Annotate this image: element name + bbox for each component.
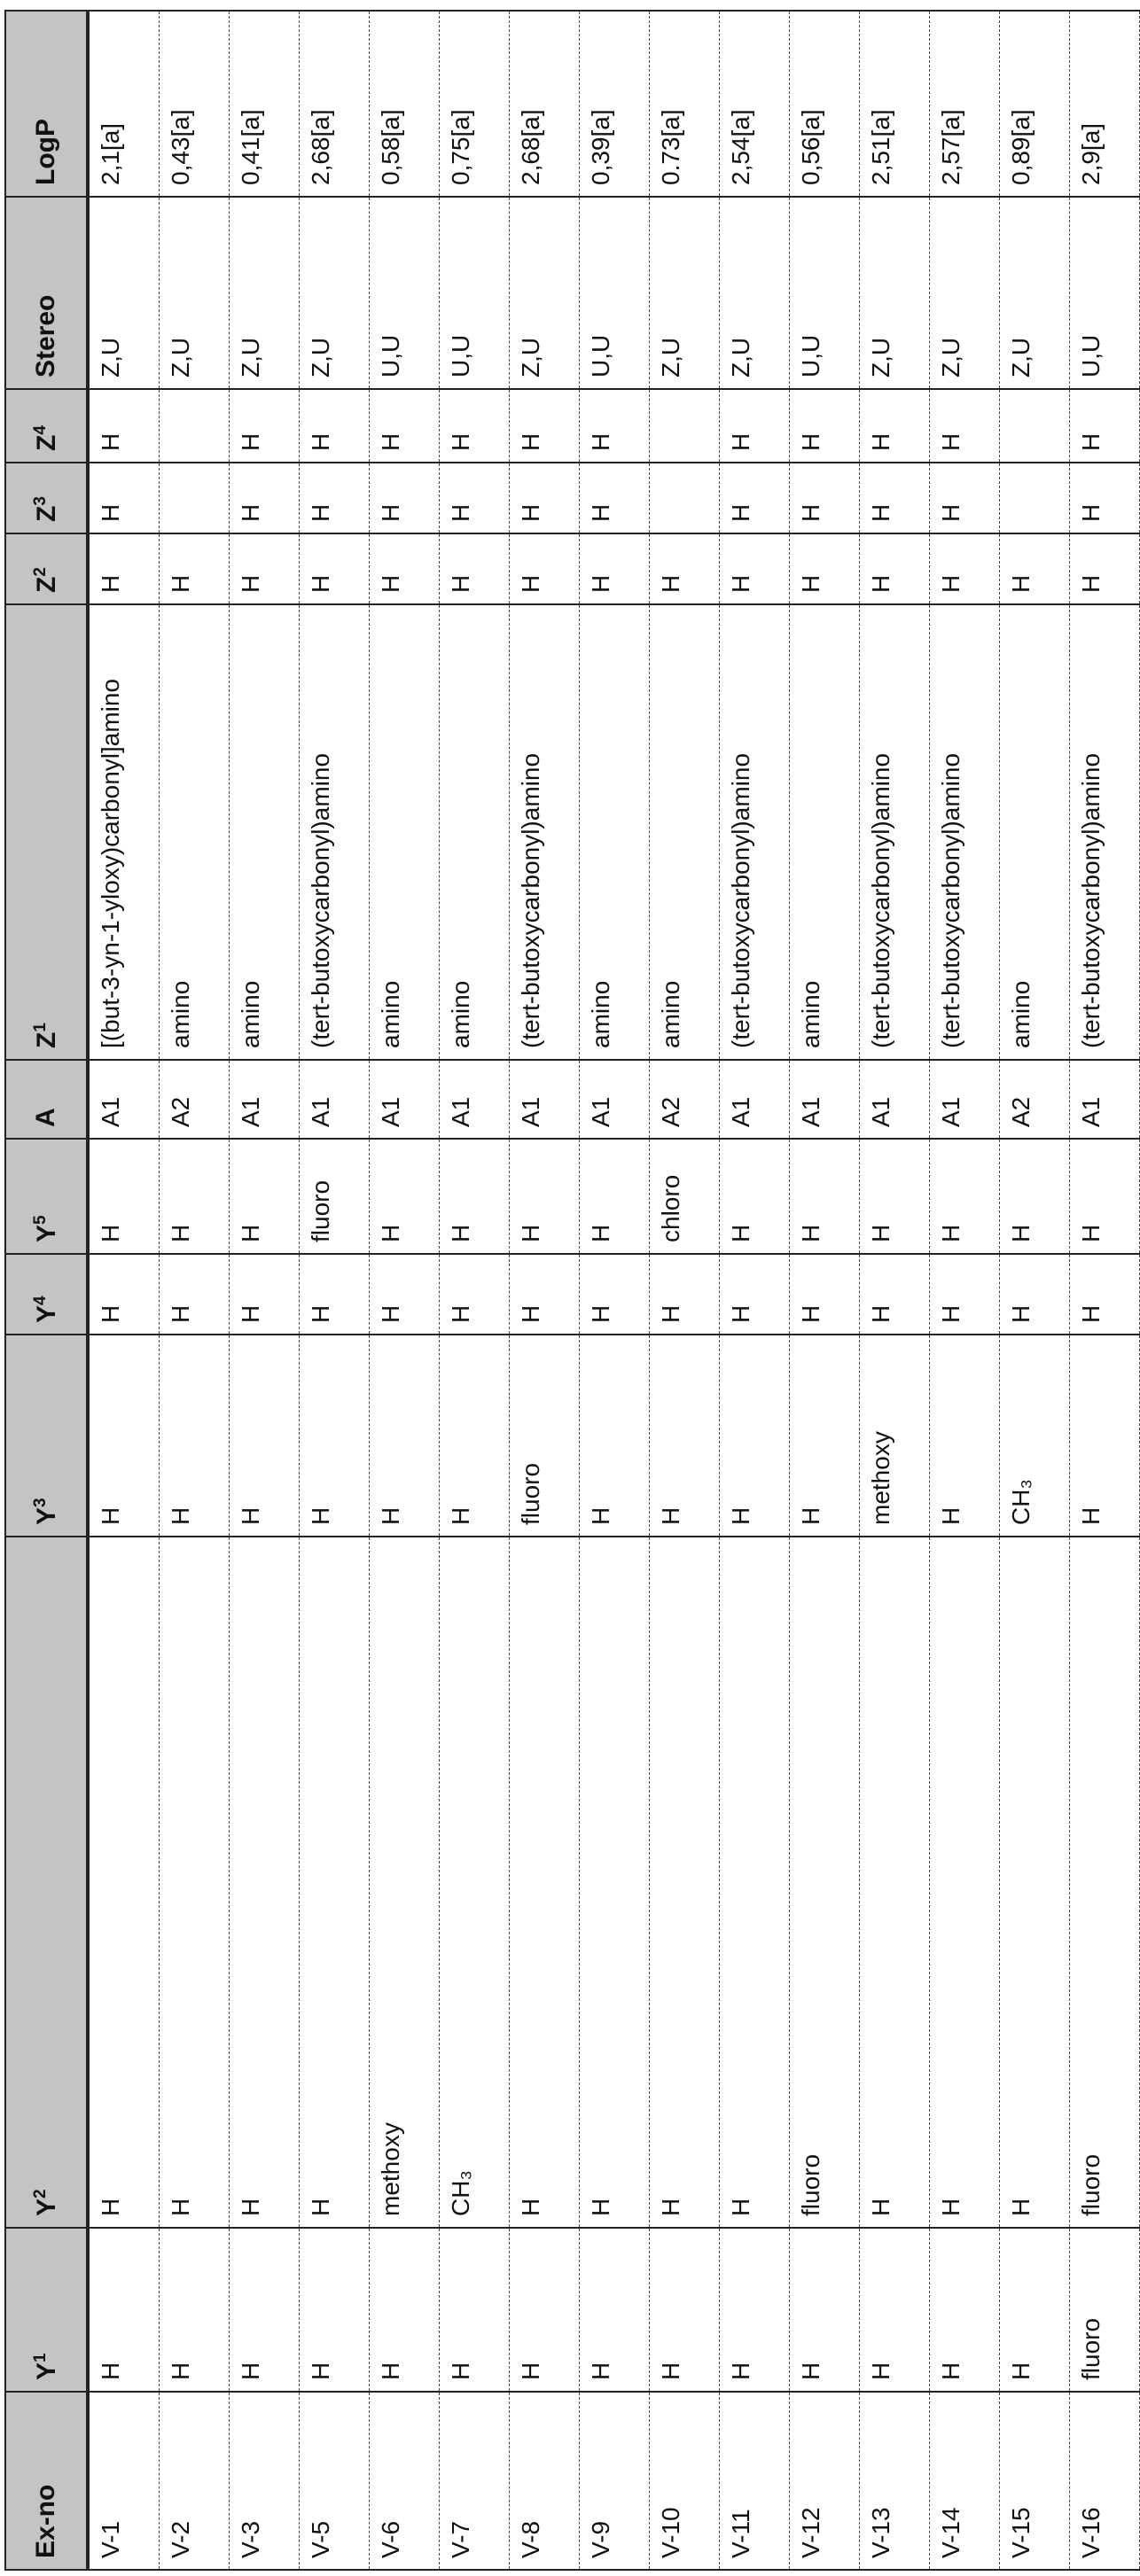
cell-y3: H bbox=[790, 1335, 860, 1537]
cell-stereo: Z,U bbox=[860, 197, 930, 389]
cell-z4: H bbox=[300, 389, 370, 463]
cell-exno: V-11 bbox=[720, 2392, 790, 2570]
cell-y2: H bbox=[650, 1537, 720, 2228]
cell-y2: H bbox=[930, 1537, 1000, 2228]
cell-y4: H bbox=[720, 1254, 790, 1335]
cell-y2: fluoro bbox=[790, 1537, 860, 2228]
column-header-label: Y bbox=[32, 2199, 61, 2216]
column-header-label: Z bbox=[32, 1032, 61, 1048]
cell-y2: H bbox=[88, 1537, 160, 2228]
cell-exno: V-15 bbox=[1000, 2392, 1070, 2570]
cell-logp: 0,75[a] bbox=[440, 11, 510, 197]
cell-z1: (tert-butoxycarbonyl)amino bbox=[930, 604, 1000, 1060]
cell-exno: V-6 bbox=[370, 2392, 440, 2570]
table-row bbox=[860, 11, 930, 2570]
cell-a: A2 bbox=[1000, 1060, 1070, 1139]
cell-exno: V-12 bbox=[790, 2392, 860, 2570]
cell-z1: (tert-butoxycarbonyl)amino bbox=[300, 604, 370, 1060]
cell-z2: H bbox=[230, 533, 300, 604]
cell-y3: methoxy bbox=[860, 1335, 930, 1537]
cell-z2: H bbox=[580, 533, 650, 604]
cell-y1: H bbox=[510, 2228, 580, 2392]
cell-exno: V-14 bbox=[930, 2392, 1000, 2570]
cell-y1: H bbox=[580, 2228, 650, 2392]
cell-y4: H bbox=[1070, 1254, 1140, 1335]
cell-stereo: U,U bbox=[790, 197, 860, 389]
table-row bbox=[720, 11, 790, 2570]
cell-z1: (tert-butoxycarbonyl)amino bbox=[720, 604, 790, 1060]
cell-a: A2 bbox=[650, 1060, 720, 1139]
cell-a: A1 bbox=[510, 1060, 580, 1139]
cell-y1: H bbox=[440, 2228, 510, 2392]
cell-z3: H bbox=[1070, 463, 1140, 533]
cell-z1: (tert-butoxycarbonyl)amino bbox=[510, 604, 580, 1060]
cell-y4: H bbox=[860, 1254, 930, 1335]
cell-y5: chloro bbox=[650, 1139, 720, 1254]
cell-logp: 0,43[a] bbox=[160, 11, 230, 197]
cell-logp: 0.73[a] bbox=[650, 11, 720, 197]
cell-y3: H bbox=[440, 1335, 510, 1537]
cell-y1: H bbox=[720, 2228, 790, 2392]
cell-z3: H bbox=[860, 463, 930, 533]
cell-z4: H bbox=[930, 389, 1000, 463]
cell-a: A1 bbox=[720, 1060, 790, 1139]
column-header-label: Y bbox=[32, 1225, 61, 1242]
column-header-z1 bbox=[5, 604, 88, 1060]
cell-z2: H bbox=[1000, 533, 1070, 604]
column-header-label: LogP bbox=[31, 119, 60, 185]
column-header-superscript: 2 bbox=[31, 567, 50, 577]
column-header-y1 bbox=[5, 2228, 88, 2392]
cell-y2: H bbox=[510, 1537, 580, 2228]
cell-stereo: Z,U bbox=[720, 197, 790, 389]
cell-y3: H bbox=[370, 1335, 440, 1537]
cell-z4: H bbox=[1070, 389, 1140, 463]
cell-stereo: Z,U bbox=[88, 197, 160, 389]
table-row bbox=[790, 11, 860, 2570]
cell-y5: H bbox=[860, 1139, 930, 1254]
cell-y5: H bbox=[230, 1139, 300, 1254]
cell-z2: H bbox=[88, 533, 160, 604]
cell-z3: H bbox=[930, 463, 1000, 533]
cell-z2: H bbox=[370, 533, 440, 604]
cell-z3: H bbox=[510, 463, 580, 533]
column-header-logp bbox=[5, 11, 88, 197]
column-header-z2 bbox=[5, 533, 88, 604]
cell-y1: H bbox=[650, 2228, 720, 2392]
cell-z3: H bbox=[88, 463, 160, 533]
cell-z3: H bbox=[440, 463, 510, 533]
cell-y3: H bbox=[160, 1335, 230, 1537]
cell-exno: V-2 bbox=[160, 2392, 230, 2570]
cell-y4: H bbox=[790, 1254, 860, 1335]
cell-stereo: Z,U bbox=[1000, 197, 1070, 389]
cell-z1: amino bbox=[230, 604, 300, 1060]
cell-logp: 0,39[a] bbox=[580, 11, 650, 197]
cell-y4: H bbox=[160, 1254, 230, 1335]
cell-y4: H bbox=[230, 1254, 300, 1335]
cell-z2: H bbox=[160, 533, 230, 604]
cell-a: A1 bbox=[790, 1060, 860, 1139]
cell-y1: H bbox=[860, 2228, 930, 2392]
cell-logp: 2,68[a] bbox=[510, 11, 580, 197]
cell-y5: H bbox=[580, 1139, 650, 1254]
cell-a: A1 bbox=[860, 1060, 930, 1139]
cell-a: A1 bbox=[1070, 1060, 1140, 1139]
cell-z4 bbox=[1000, 389, 1070, 463]
cell-a: A2 bbox=[160, 1060, 230, 1139]
table-row bbox=[300, 11, 370, 2570]
cell-y4: H bbox=[88, 1254, 160, 1335]
cell-y5: H bbox=[370, 1139, 440, 1254]
cell-y5: H bbox=[1070, 1139, 1140, 1254]
cell-y3: H bbox=[88, 1335, 160, 1537]
cell-logp: 0,89[a] bbox=[1000, 11, 1070, 197]
cell-stereo: Z,U bbox=[300, 197, 370, 389]
column-header-superscript: 3 bbox=[31, 1498, 50, 1507]
cell-y5: H bbox=[160, 1139, 230, 1254]
cell-exno: V-5 bbox=[300, 2392, 370, 2570]
cell-z1: amino bbox=[650, 604, 720, 1060]
table-row bbox=[160, 11, 230, 2570]
column-header-a bbox=[5, 1060, 88, 1139]
cell-y4: H bbox=[300, 1254, 370, 1335]
cell-y2: H bbox=[300, 1537, 370, 2228]
cell-z1: amino bbox=[440, 604, 510, 1060]
cell-z4: H bbox=[510, 389, 580, 463]
cell-z3: H bbox=[300, 463, 370, 533]
cell-z4: H bbox=[230, 389, 300, 463]
cell-stereo: U,U bbox=[1070, 197, 1140, 389]
cell-logp: 2,57[a] bbox=[930, 11, 1000, 197]
cell-z3: H bbox=[370, 463, 440, 533]
table-row bbox=[370, 11, 440, 2570]
cell-z2: H bbox=[720, 533, 790, 604]
cell-z4: H bbox=[370, 389, 440, 463]
rotated-table-container bbox=[4, 12, 1077, 2571]
cell-y5: H bbox=[1000, 1139, 1070, 1254]
cell-z1: amino bbox=[160, 604, 230, 1060]
cell-y5: H bbox=[790, 1139, 860, 1254]
cell-y4: H bbox=[370, 1254, 440, 1335]
cell-logp: 0,41[a] bbox=[230, 11, 300, 197]
cell-y2: H bbox=[720, 1537, 790, 2228]
cell-a: A1 bbox=[300, 1060, 370, 1139]
cell-a: A1 bbox=[230, 1060, 300, 1139]
cell-y2: H bbox=[580, 1537, 650, 2228]
column-header-label: A bbox=[31, 1108, 60, 1127]
cell-y2: H bbox=[230, 1537, 300, 2228]
cell-y2: H bbox=[160, 1537, 230, 2228]
table-row bbox=[440, 11, 510, 2570]
cell-z1: amino bbox=[580, 604, 650, 1060]
cell-y3: H bbox=[930, 1335, 1000, 1537]
cell-exno: V-8 bbox=[510, 2392, 580, 2570]
cell-z4 bbox=[160, 389, 230, 463]
cell-z3: H bbox=[230, 463, 300, 533]
compound-table bbox=[4, 10, 1140, 2571]
column-header-superscript: 3 bbox=[31, 496, 50, 506]
cell-y3: fluoro bbox=[510, 1335, 580, 1537]
cell-y2: methoxy bbox=[370, 1537, 440, 2228]
cell-y1: H bbox=[370, 2228, 440, 2392]
cell-logp: 2,54[a] bbox=[720, 11, 790, 197]
cell-z4 bbox=[650, 389, 720, 463]
cell-z2: H bbox=[930, 533, 1000, 604]
cell-y2: fluoro bbox=[1070, 1537, 1140, 2228]
cell-z1: [(but-3-yn-1-yloxy)carbonyl]amino bbox=[88, 604, 160, 1060]
column-header-exno bbox=[5, 2392, 88, 2570]
cell-z1: amino bbox=[1000, 604, 1070, 1060]
cell-y1: H bbox=[160, 2228, 230, 2392]
cell-z4: H bbox=[720, 389, 790, 463]
column-header-superscript: 1 bbox=[31, 1023, 50, 1032]
cell-z3 bbox=[160, 463, 230, 533]
column-header-z4 bbox=[5, 389, 88, 463]
column-header-superscript: 4 bbox=[31, 1296, 50, 1305]
cell-exno: V-16 bbox=[1070, 2392, 1140, 2570]
column-header-label: Z bbox=[32, 577, 61, 593]
table-row bbox=[88, 11, 160, 2570]
cell-stereo: Z,U bbox=[650, 197, 720, 389]
column-header-label: Ex-no bbox=[31, 2485, 60, 2558]
column-header-label: Y bbox=[32, 1305, 61, 1323]
cell-y4: H bbox=[1000, 1254, 1070, 1335]
column-header-y5 bbox=[5, 1139, 88, 1254]
cell-y4: H bbox=[580, 1254, 650, 1335]
cell-z4: H bbox=[790, 389, 860, 463]
cell-a: A1 bbox=[440, 1060, 510, 1139]
column-header-y3 bbox=[5, 1335, 88, 1537]
cell-stereo: Z,U bbox=[230, 197, 300, 389]
cell-a: A1 bbox=[88, 1060, 160, 1139]
header-row bbox=[5, 11, 88, 2570]
cell-y1: H bbox=[230, 2228, 300, 2392]
cell-z3: H bbox=[580, 463, 650, 533]
column-header-stereo bbox=[5, 197, 88, 389]
cell-z1: (tert-butoxycarbonyl)amino bbox=[1070, 604, 1140, 1060]
cell-z3 bbox=[1000, 463, 1070, 533]
cell-logp: 2,9[a] bbox=[1070, 11, 1140, 197]
cell-y1: H bbox=[790, 2228, 860, 2392]
cell-stereo: Z,U bbox=[510, 197, 580, 389]
cell-z2: H bbox=[1070, 533, 1140, 604]
cell-y1: H bbox=[930, 2228, 1000, 2392]
cell-stereo: U,U bbox=[370, 197, 440, 389]
cell-y3: CH₃ bbox=[1000, 1335, 1070, 1537]
cell-exno: V-9 bbox=[580, 2392, 650, 2570]
cell-logp: 0,56[a] bbox=[790, 11, 860, 197]
column-header-label: Z bbox=[32, 435, 61, 451]
cell-z4: H bbox=[580, 389, 650, 463]
cell-a: A1 bbox=[930, 1060, 1000, 1139]
cell-z4: H bbox=[860, 389, 930, 463]
cell-z2: H bbox=[440, 533, 510, 604]
cell-exno: V-7 bbox=[440, 2392, 510, 2570]
cell-a: A1 bbox=[370, 1060, 440, 1139]
table-row bbox=[650, 11, 720, 2570]
cell-logp: 0,58[a] bbox=[370, 11, 440, 197]
cell-z4: H bbox=[88, 389, 160, 463]
cell-y2: H bbox=[1000, 1537, 1070, 2228]
cell-z1: amino bbox=[790, 604, 860, 1060]
cell-y2: CH₃ bbox=[440, 1537, 510, 2228]
column-header-superscript: 5 bbox=[31, 1215, 50, 1225]
column-header-superscript: 2 bbox=[31, 2189, 50, 2199]
cell-y2: H bbox=[860, 1537, 930, 2228]
column-header-y4 bbox=[5, 1254, 88, 1335]
column-header-label: Y bbox=[32, 1507, 61, 1525]
cell-z3: H bbox=[720, 463, 790, 533]
cell-y3: H bbox=[650, 1335, 720, 1537]
column-header-label: Y bbox=[32, 2362, 61, 2380]
cell-z2: H bbox=[790, 533, 860, 604]
cell-z1: (tert-butoxycarbonyl)amino bbox=[860, 604, 930, 1060]
cell-z2: H bbox=[860, 533, 930, 604]
column-header-y2 bbox=[5, 1537, 88, 2228]
table-row bbox=[930, 11, 1000, 2570]
cell-z2: H bbox=[300, 533, 370, 604]
table-row bbox=[1070, 11, 1140, 2570]
cell-y1: H bbox=[88, 2228, 160, 2392]
table-row bbox=[580, 11, 650, 2570]
cell-y5: H bbox=[510, 1139, 580, 1254]
cell-y1: fluoro bbox=[1070, 2228, 1140, 2392]
cell-y3: H bbox=[580, 1335, 650, 1537]
cell-y1: H bbox=[300, 2228, 370, 2392]
cell-z3: H bbox=[790, 463, 860, 533]
cell-y4: H bbox=[440, 1254, 510, 1335]
cell-stereo: U,U bbox=[580, 197, 650, 389]
cell-y3: H bbox=[1070, 1335, 1140, 1537]
cell-y5: H bbox=[930, 1139, 1000, 1254]
cell-stereo: U,U bbox=[440, 197, 510, 389]
cell-exno: V-1 bbox=[88, 2392, 160, 2570]
cell-y5: H bbox=[88, 1139, 160, 1254]
cell-a: A1 bbox=[580, 1060, 650, 1139]
cell-z1: amino bbox=[370, 604, 440, 1060]
cell-y4: H bbox=[650, 1254, 720, 1335]
column-header-z3 bbox=[5, 463, 88, 533]
cell-y3: H bbox=[720, 1335, 790, 1537]
cell-logp: 2,1[a] bbox=[88, 11, 160, 197]
cell-y5: H bbox=[720, 1139, 790, 1254]
cell-z3 bbox=[650, 463, 720, 533]
cell-y5: fluoro bbox=[300, 1139, 370, 1254]
cell-logp: 2,68[a] bbox=[300, 11, 370, 197]
cell-y4: H bbox=[510, 1254, 580, 1335]
cell-y3: H bbox=[300, 1335, 370, 1537]
table-row bbox=[230, 11, 300, 2570]
cell-y3: H bbox=[230, 1335, 300, 1537]
column-header-label: Z bbox=[32, 506, 61, 522]
cell-y5: H bbox=[440, 1139, 510, 1254]
column-header-label: Stereo bbox=[31, 295, 60, 377]
cell-logp: 2,51[a] bbox=[860, 11, 930, 197]
cell-z2: H bbox=[650, 533, 720, 604]
cell-z4: H bbox=[440, 389, 510, 463]
cell-exno: V-3 bbox=[230, 2392, 300, 2570]
cell-y1: H bbox=[1000, 2228, 1070, 2392]
table-row bbox=[510, 11, 580, 2570]
column-header-superscript: 4 bbox=[31, 425, 50, 435]
cell-stereo: Z,U bbox=[160, 197, 230, 389]
cell-exno: V-13 bbox=[860, 2392, 930, 2570]
table-row bbox=[1000, 11, 1070, 2570]
cell-exno: V-10 bbox=[650, 2392, 720, 2570]
cell-stereo: Z,U bbox=[930, 197, 1000, 389]
cell-z2: H bbox=[510, 533, 580, 604]
cell-y4: H bbox=[930, 1254, 1000, 1335]
column-header-superscript: 1 bbox=[31, 2353, 50, 2362]
